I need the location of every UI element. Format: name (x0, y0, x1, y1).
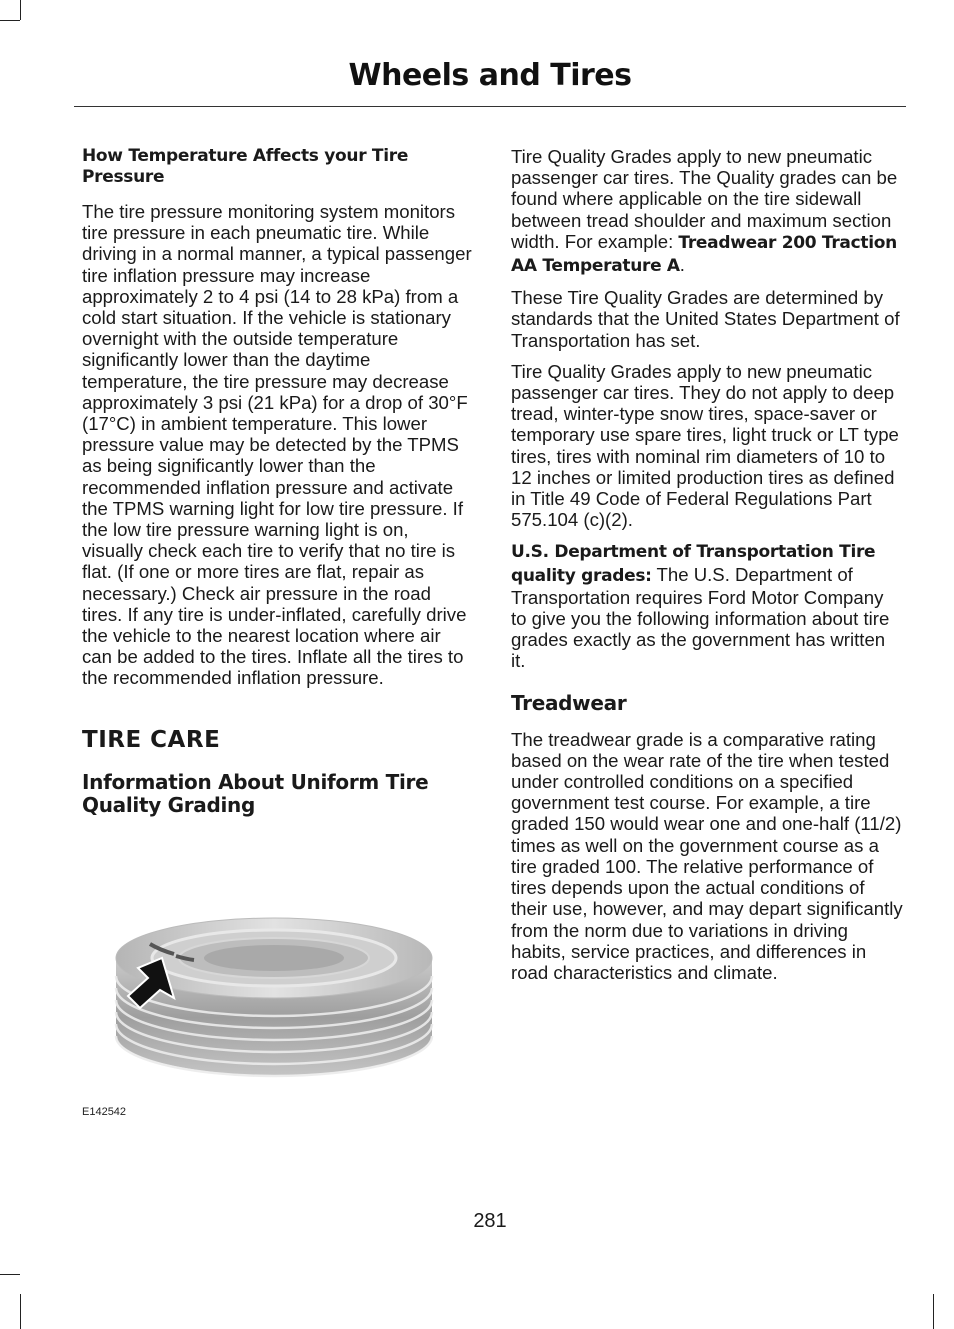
crop-mark (0, 1274, 20, 1275)
crop-mark (933, 1294, 934, 1329)
temperature-body: The tire pressure monitoring system monitors tire pressure in each pneumatic tire. While driving in a normal manner, a typical passenger tire inflation pressure may increase approximately 2 to 4 psi (14 to 28 kPa) from a cold start situation. If the vehicle is stationary overnight with the outside temperature significantly lower than the daytime temperature, the tire pressure may decrease approximately 3 psi (21 kPa) for a drop of 30°F (17°C) in ambient temperature. This lower pressure value may be detected by the TPMS as being significantly lower than the recommended inflation pressure and activate the TPMS warning light for low tire pressure. If the low tire pressure warning light is on, visually check each tire to verify that no tire is flat. (If one or more tires are flat, repair as necessary.) Check air pressure in the road tires. If any tire is under-inflated, carefully drive the vehicle to the nearest location where air can be added to the tires. Inflate all the tires to the recommended inflation pressure. (82, 201, 472, 689)
crop-mark (0, 20, 20, 21)
page-header-title: Wheels and Tires (348, 58, 632, 93)
treadwear-paragraph: The treadwear grade is a comparative rating based on the wear rate of the tire when tested under controlled conditions on a specified government test course. For example, a tire graded 150 would wear one and one-half (11/2) times as well on the government course as a tire graded 100. The relative performance of tires depends upon the actual conditions of their use, however, and may depart significantly from the norm due to variations in driving habits, service practices, and differences in road characteristics and climate. (511, 728, 903, 983)
left-column (82, 146, 472, 817)
quality-grades-text: Tire Quality Grades apply to new pneumatic passenger car tires. The Quality grades can be found where applicable on the tire sidewall between tread shoulder and maximum section width. For example: (511, 146, 898, 252)
dot-label: U.S. Department of Transportation Tire quality grades: (511, 542, 876, 586)
standards-paragraph: These Tire Quality Grades are determined by standards that the United States Department of Transportation has set. (511, 287, 900, 351)
right-column (511, 146, 903, 983)
section-title: TIRE CARE (82, 726, 221, 753)
dot-text: The U.S. Department of Transportation requires Ford Motor Company to give you the following information about tire grades exactly as the government has written it. (511, 563, 890, 672)
dot-paragraph (511, 540, 903, 671)
crop-mark (20, 1294, 21, 1329)
crop-mark (20, 0, 21, 20)
quality-grades-paragraph (511, 146, 903, 277)
temperature-subheading: How Temperature Affects your Tire Pressure (82, 146, 409, 187)
section-subtitle: Information About Uniform Tire Quality Grading (82, 769, 429, 817)
tire-figure (82, 880, 452, 1120)
treadwear-heading: Treadwear (511, 690, 627, 715)
applicability-paragraph: Tire Quality Grades apply to new pneumatic passenger car tires. They do not apply to deep tread, winter-type snow tires, space-saver or temporary use spare tires, light truck or LT type tires, tires with nominal rim diameters of 10 to 12 inches or limited production tires as defined in Title 49 Code of Federal Regulations Part 575.104 (c)(2). (511, 360, 899, 531)
figure-label: E142542 (82, 1106, 127, 1118)
header-rule (74, 106, 906, 107)
quality-grades-example: Treadwear 200 Traction AA Temperature A (511, 232, 897, 277)
page-number: 281 (473, 1210, 507, 1232)
tire-illustration (82, 880, 452, 1106)
quality-grades-period: . (679, 254, 685, 276)
